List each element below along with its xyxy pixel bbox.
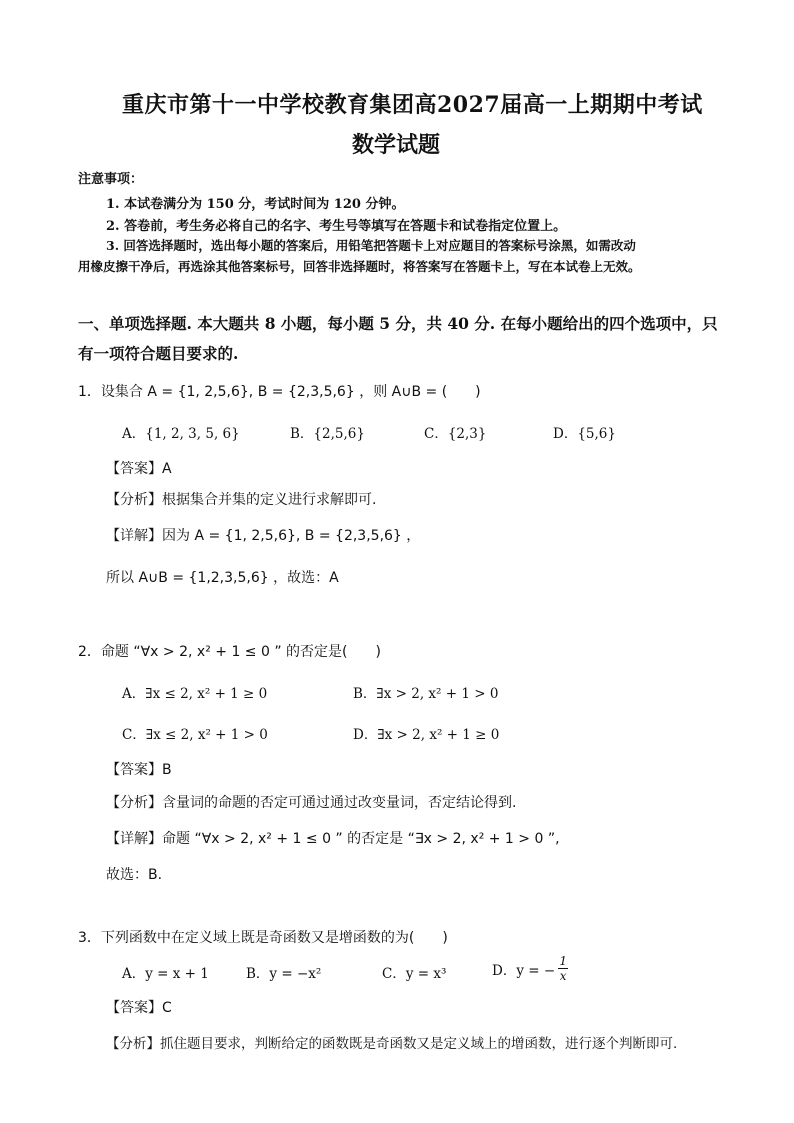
q3-option-c: C．y = x³ [382, 966, 447, 982]
notice-heading: 注意事项： [78, 172, 144, 187]
section-heading-line2: 有一项符合题目要求的. [78, 344, 239, 363]
q1-option-c: C．{2,3} [424, 426, 487, 442]
q2-detail-2: 故选：B. [106, 867, 163, 883]
notice-item-3: 3. 回答选择题时，选出每小题的答案后，用铅笔把答题卡上对应题目的答案标号涂黑，如需改动 [106, 238, 636, 253]
q2-option-b: B．∃x > 2, x² + 1 > 0 [353, 686, 499, 702]
notice-item-2: 2. 答卷前，考生务必将自己的名字、考生号等填写在答题卡和试卷指定位置上。 [106, 219, 567, 234]
q2-detail: 【详解】命题 “∀x > 2, x² + 1 ≤ 0 ” 的否定是 “∃x > 2, x² + 1 > 0 ”, [106, 831, 560, 847]
q1-option-b: B．{2,5,6} [290, 426, 365, 442]
notice-item-3-cont: 用橡皮擦干净后，再选涂其他答案标号，回答非选择题时，将答案写在答题卡上，写在本试卷上无效。 [78, 259, 641, 274]
exam-title: 重庆市第十一中学校教育集团高2027届高一上期期中考试 [122, 92, 703, 118]
q2-stem: 2．命题 “∀x > 2, x² + 1 ≤ 0 ” 的否定是( ) [78, 644, 381, 660]
q2-option-c: C．∃x ≤ 2, x² + 1 > 0 [122, 727, 268, 743]
q2-answer: 【答案】B [106, 762, 172, 778]
exam-subtitle: 数学试题 [352, 132, 441, 158]
q2-option-d: D．∃x > 2, x² + 1 ≥ 0 [353, 727, 500, 743]
q3-option-a: A．y = x + 1 [122, 966, 209, 982]
q3-option-d-label: D．y = − [492, 962, 556, 979]
section-heading-line1: 一、单项选择题. 本大题共 8 小题，每小题 5 分，共 40 分. 在每小题给出的四个选项中，只 [78, 314, 718, 333]
q3-option-b: B．y = −x² [246, 966, 322, 982]
q3-option-d-fraction [558, 954, 568, 983]
q1-detail-2: 所以 A∪B = {1,2,3,5,6} ，故选：A [106, 570, 339, 586]
q1-option-d: D．{5,6} [553, 426, 616, 442]
q1-stem: 1．设集合 A = {1, 2,5,6}, B = {2,3,5,6} ，则 A∪B = ( ) [78, 384, 481, 400]
q1-option-a: A．{1, 2, 3, 5, 6} [122, 426, 240, 442]
q3-stem: 3．下列函数中在定义域上既是奇函数又是增函数的为( ) [78, 930, 448, 946]
q3-analysis: 【分析】抓住题目要求，判断给定的函数既是奇函数又是定义域上的增函数，进行逐个判断即可. [106, 1036, 678, 1052]
fraction-denominator: x [559, 969, 567, 983]
q1-answer: 【答案】A [106, 461, 172, 477]
q2-analysis: 【分析】含量词的命题的否定可通过通过改变量词，否定结论得到. [106, 795, 517, 811]
notice-item-1: 1. 本试卷满分为 150 分，考试时间为 120 分钟。 [106, 197, 405, 212]
q3-option-d [492, 954, 568, 983]
q1-analysis: 【分析】根据集合并集的定义进行求解即可. [106, 492, 377, 508]
q1-detail: 【详解】因为 A = {1, 2,5,6}, B = {2,3,5,6} ， [106, 528, 421, 544]
fraction-numerator: 1 [559, 954, 567, 968]
q3-answer: 【答案】C [106, 1000, 172, 1016]
q2-option-a: A．∃x ≤ 2, x² + 1 ≥ 0 [122, 686, 268, 702]
